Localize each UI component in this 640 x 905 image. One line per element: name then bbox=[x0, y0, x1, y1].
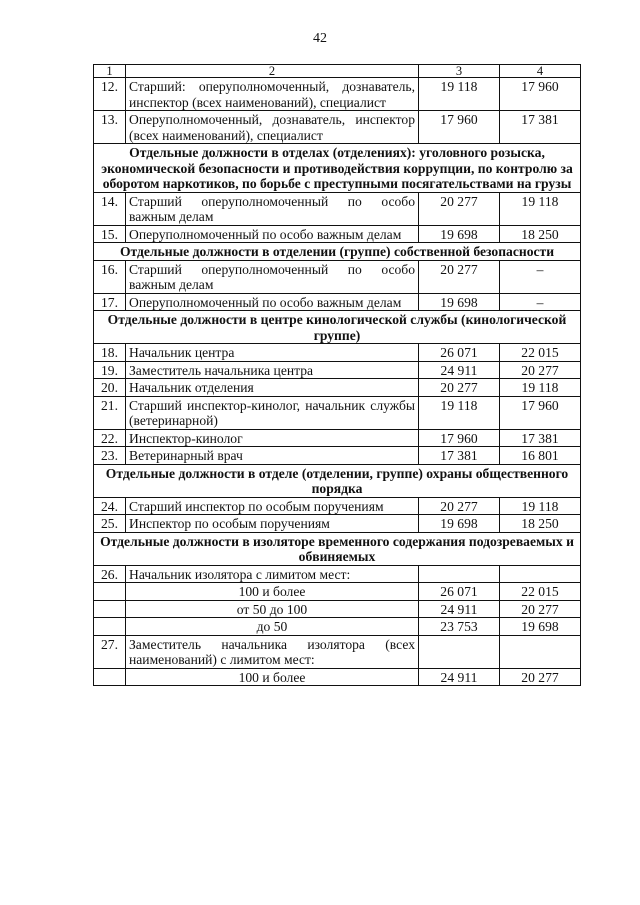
row-number bbox=[94, 583, 126, 601]
salary-col-4: 22 015 bbox=[500, 583, 581, 601]
salary-col-4: 19 698 bbox=[500, 618, 581, 636]
row-number: 19. bbox=[94, 361, 126, 379]
table-row bbox=[94, 293, 581, 311]
salary-col-4: 20 277 bbox=[500, 668, 581, 686]
table-row bbox=[94, 429, 581, 447]
salary-col-4: 16 801 bbox=[500, 447, 581, 465]
row-number: 22. bbox=[94, 429, 126, 447]
row-number: 26. bbox=[94, 565, 126, 583]
table-row bbox=[94, 515, 581, 533]
position-title: Инспектор по особым поручениям bbox=[126, 515, 419, 533]
header-col-2: 2 bbox=[126, 65, 419, 78]
row-number bbox=[94, 668, 126, 686]
table-row bbox=[94, 361, 581, 379]
salary-col-4: 17 381 bbox=[500, 429, 581, 447]
position-title: Оперуполномоченный по особо важным делам bbox=[126, 293, 419, 311]
position-title: Оперуполномоченный, дознаватель, инспектор (всех наименований), специалист bbox=[126, 111, 419, 144]
position-title: Инспектор-кинолог bbox=[126, 429, 419, 447]
position-title: Старший оперуполномоченный по особо важным делам bbox=[126, 260, 419, 293]
table-row bbox=[94, 260, 581, 293]
salary-col-3: 20 277 bbox=[419, 260, 500, 293]
salary-col-3: 19 698 bbox=[419, 515, 500, 533]
salary-col-4: 19 118 bbox=[500, 497, 581, 515]
table-row bbox=[94, 635, 581, 668]
row-number: 17. bbox=[94, 293, 126, 311]
section-title: Отдельные должности в отделах (отделениях): уголовного розыска, экономической безопасности и противодействия коррупции, по контролю за оборотом наркотиков, по борьбе с преступными посягательствами на грузы bbox=[94, 144, 581, 193]
row-number: 15. bbox=[94, 225, 126, 243]
header-col-1: 1 bbox=[94, 65, 126, 78]
section-header-row bbox=[94, 532, 581, 565]
table-row bbox=[94, 344, 581, 362]
salary-col-4: 19 118 bbox=[500, 192, 581, 225]
salary-col-4: 17 960 bbox=[500, 396, 581, 429]
table-header-row bbox=[94, 65, 581, 78]
table-row bbox=[94, 192, 581, 225]
salary-col-3: 26 071 bbox=[419, 583, 500, 601]
salary-col-3: 20 277 bbox=[419, 379, 500, 397]
salary-col-3: 24 911 bbox=[419, 361, 500, 379]
salary-col-3: 17 960 bbox=[419, 429, 500, 447]
salary-col-3: 19 118 bbox=[419, 396, 500, 429]
salary-col-3: 26 071 bbox=[419, 344, 500, 362]
table-subrow bbox=[94, 618, 581, 636]
row-number: 13. bbox=[94, 111, 126, 144]
position-title: Старший оперуполномоченный по особо важным делам bbox=[126, 192, 419, 225]
salary-col-3: 19 698 bbox=[419, 225, 500, 243]
position-title: Заместитель начальника центра bbox=[126, 361, 419, 379]
position-title: Начальник отделения bbox=[126, 379, 419, 397]
section-header-row bbox=[94, 464, 581, 497]
salary-col-4 bbox=[500, 565, 581, 583]
table-row bbox=[94, 497, 581, 515]
salary-col-4: 18 250 bbox=[500, 225, 581, 243]
position-title: до 50 bbox=[126, 618, 419, 636]
position-title: Заместитель начальника изолятора (всех наименований) с лимитом мест: bbox=[126, 635, 419, 668]
row-number bbox=[94, 600, 126, 618]
salary-table bbox=[93, 64, 581, 686]
section-title: Отдельные должности в отделе (отделении, группе) охраны общественного порядка bbox=[94, 464, 581, 497]
table-row bbox=[94, 78, 581, 111]
table-row bbox=[94, 565, 581, 583]
table-subrow bbox=[94, 668, 581, 686]
section-title: Отдельные должности в изоляторе временного содержания подозреваемых и обвиняемых bbox=[94, 532, 581, 565]
position-title: Начальник центра bbox=[126, 344, 419, 362]
row-number: 18. bbox=[94, 344, 126, 362]
section-header-row bbox=[94, 144, 581, 193]
table-row bbox=[94, 396, 581, 429]
row-number bbox=[94, 618, 126, 636]
position-title: от 50 до 100 bbox=[126, 600, 419, 618]
salary-col-3: 19 698 bbox=[419, 293, 500, 311]
header-col-4: 4 bbox=[500, 65, 581, 78]
table-row bbox=[94, 111, 581, 144]
salary-col-3: 17 381 bbox=[419, 447, 500, 465]
table-subrow bbox=[94, 583, 581, 601]
salary-col-4: 18 250 bbox=[500, 515, 581, 533]
salary-col-3: 20 277 bbox=[419, 192, 500, 225]
salary-col-4: 20 277 bbox=[500, 600, 581, 618]
position-title: Старший инспектор-кинолог, начальник службы (ветеринарной) bbox=[126, 396, 419, 429]
salary-col-3: 19 118 bbox=[419, 78, 500, 111]
row-number: 20. bbox=[94, 379, 126, 397]
position-title: Оперуполномоченный по особо важным делам bbox=[126, 225, 419, 243]
section-header-row bbox=[94, 243, 581, 261]
row-number: 14. bbox=[94, 192, 126, 225]
section-header-row bbox=[94, 311, 581, 344]
salary-col-4: 20 277 bbox=[500, 361, 581, 379]
salary-col-4: 17 960 bbox=[500, 78, 581, 111]
row-number: 27. bbox=[94, 635, 126, 668]
table-subrow bbox=[94, 600, 581, 618]
page-number: 42 bbox=[313, 31, 327, 46]
position-title: Старший инспектор по особым поручениям bbox=[126, 497, 419, 515]
position-title: 100 и более bbox=[126, 583, 419, 601]
salary-col-4: 17 381 bbox=[500, 111, 581, 144]
salary-col-3: 24 911 bbox=[419, 668, 500, 686]
salary-col-3 bbox=[419, 635, 500, 668]
position-title: Ветеринарный врач bbox=[126, 447, 419, 465]
row-number: 25. bbox=[94, 515, 126, 533]
row-number: 16. bbox=[94, 260, 126, 293]
row-number: 23. bbox=[94, 447, 126, 465]
salary-col-4: – bbox=[500, 260, 581, 293]
row-number: 12. bbox=[94, 78, 126, 111]
section-title: Отдельные должности в центре кинологической службы (кинологической группе) bbox=[94, 311, 581, 344]
position-title: 100 и более bbox=[126, 668, 419, 686]
salary-col-3: 20 277 bbox=[419, 497, 500, 515]
table-row bbox=[94, 225, 581, 243]
table-row bbox=[94, 379, 581, 397]
salary-col-4: – bbox=[500, 293, 581, 311]
salary-col-3 bbox=[419, 565, 500, 583]
salary-col-4 bbox=[500, 635, 581, 668]
header-col-3: 3 bbox=[419, 65, 500, 78]
table-row bbox=[94, 447, 581, 465]
row-number: 21. bbox=[94, 396, 126, 429]
salary-col-3: 23 753 bbox=[419, 618, 500, 636]
position-title: Старший: оперуполномоченный, дознаватель, инспектор (всех наименований), специалист bbox=[126, 78, 419, 111]
salary-col-3: 24 911 bbox=[419, 600, 500, 618]
salary-col-4: 19 118 bbox=[500, 379, 581, 397]
row-number: 24. bbox=[94, 497, 126, 515]
salary-col-4: 22 015 bbox=[500, 344, 581, 362]
salary-col-3: 17 960 bbox=[419, 111, 500, 144]
section-title: Отдельные должности в отделении (группе) собственной безопасности bbox=[94, 243, 581, 261]
position-title: Начальник изолятора с лимитом мест: bbox=[126, 565, 419, 583]
